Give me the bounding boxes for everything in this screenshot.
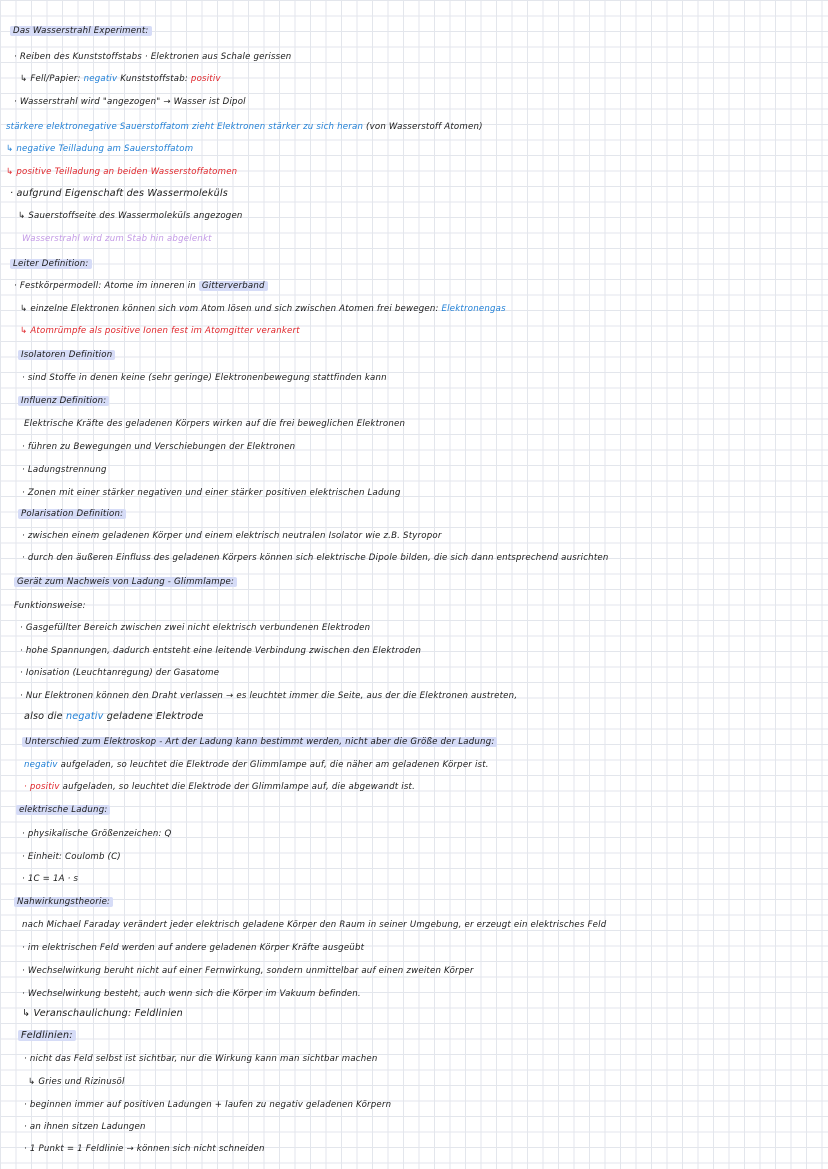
note-line: · führen zu Bewegungen und Verschiebungen der Elektronen <box>22 442 296 452</box>
heading-isolatoren: Isolatoren Definition <box>18 349 115 361</box>
note-line: · Wechselwirkung beruht nicht auf einer Fernwirkung, sondern unmittelbar auf einen zweiten Körper <box>22 966 474 976</box>
heading-feldlinien: Feldlinien: <box>18 1030 76 1042</box>
note-line: ↳ Fell/Papier: negativ Kunststoffstab: positiv <box>20 74 221 84</box>
heading-leiter: Leiter Definition: <box>10 258 92 270</box>
note-line: Elektrische Kräfte des geladenen Körpers wirken auf die frei beweglichen Elektronen <box>24 419 406 429</box>
note-line: · Gasgefüllter Bereich zwischen zwei nicht elektrisch verbundenen Elektroden <box>20 623 371 633</box>
note-line: · positiv aufgeladen, so leuchtet die Elektrode der Glimmlampe auf, die abgewandt ist. <box>24 782 416 792</box>
heading-nahwirkungstheorie: Nahwirkungstheorie: <box>14 896 113 908</box>
heading-influenz: Influenz Definition: <box>18 395 109 407</box>
note-line: also die negativ geladene Elektrode <box>24 711 204 722</box>
note-line: · 1C = 1A · s <box>22 874 79 884</box>
note-line: ↳ Sauerstoffseite des Wassermoleküls angezogen <box>18 211 243 221</box>
heading-glimmlampe: Gerät zum Nachweis von Ladung - Glimmlampe: <box>14 576 237 588</box>
note-line: Wasserstrahl wird zum Stab hin abgelenkt <box>22 234 212 244</box>
note-line: · hohe Spannungen, dadurch entsteht eine leitende Verbindung zwischen den Elektroden <box>20 646 422 656</box>
note-line: stärkere elektronegative Sauerstoffatom zieht Elektronen stärker zu sich heran (von Wasserstoff Atomen) <box>6 122 483 132</box>
note-line: · beginnen immer auf positiven Ladungen + laufen zu negativ geladenen Körpern <box>24 1100 392 1110</box>
subheading-funktionsweise: Funktionsweise: <box>14 601 86 611</box>
note-line: · im elektrischen Feld werden auf andere geladenen Körper Kräfte ausgeübt <box>22 943 365 953</box>
heading-unterschied: Unterschied zum Elektroskop - Art der Ladung kann bestimmt werden, nicht aber die Größe der Ladung: <box>22 736 497 748</box>
note-line: · Zonen mit einer stärker negativen und einer stärker positiven elektrischen Ladung <box>22 488 401 498</box>
note-line: negativ aufgeladen, so leuchtet die Elektrode der Glimmlampe auf, die näher am geladenen Körper ist. <box>24 760 489 770</box>
heading-ladung: elektrische Ladung: <box>16 804 110 816</box>
note-line: · Wasserstrahl wird "angezogen" → Wasser ist Dipol <box>14 97 246 107</box>
note-line: · 1 Punkt = 1 Feldlinie → können sich nicht schneiden <box>24 1144 265 1154</box>
heading-wasserstrahl: Das Wasserstrahl Experiment: <box>10 25 152 37</box>
note-line: ↳ positive Teilladung an beiden Wasserstoffatomen <box>6 167 238 177</box>
note-line: · Wechselwirkung besteht, auch wenn sich die Körper im Vakuum befinden. <box>22 989 361 999</box>
note-line: · sind Stoffe in denen keine (sehr geringe) Elektronenbewegung stattfinden kann <box>22 373 387 383</box>
note-line: · Einheit: Coulomb (C) <box>22 852 121 862</box>
note-line: ↳ Atomrümpfe als positive Ionen fest im Atomgitter verankert <box>20 326 300 336</box>
note-line: · Festkörpermodell: Atome im inneren in Gitterverband <box>14 280 268 292</box>
note-line: · physikalische Größenzeichen: Q <box>22 829 172 839</box>
note-line: · Reiben des Kunststoffstabs · Elektronen aus Schale gerissen <box>14 52 292 62</box>
note-line: ↳ einzelne Elektronen können sich vom Atom lösen und sich zwischen Atomen frei bewegen: Elektronengas <box>20 304 506 314</box>
note-line: · aufgrund Eigenschaft des Wassermoleküls <box>10 188 228 199</box>
note-line: nach Michael Faraday verändert jeder elektrisch geladene Körper den Raum in seiner Umgebung, er erzeugt ein elektrisches Feld <box>22 920 607 930</box>
heading-polarisation: Polarisation Definition: <box>18 508 126 520</box>
note-line: ↳ Gries und Rizinusöl <box>28 1077 125 1087</box>
note-line: · zwischen einem geladenen Körper und einem elektrisch neutralen Isolator wie z.B. Styropor <box>22 531 442 541</box>
note-line: · Ionisation (Leuchtanregung) der Gasatome <box>20 668 220 678</box>
note-line: · durch den äußeren Einfluss des geladenen Körpers können sich elektrische Dipole bilden, die sich dann entsprechend ausrichten <box>22 553 609 563</box>
note-line: · nicht das Feld selbst ist sichtbar, nur die Wirkung kann man sichtbar machen <box>24 1054 378 1064</box>
note-line: ↳ negative Teilladung am Sauerstoffatom <box>6 144 194 154</box>
note-line: · Ladungstrennung <box>22 465 107 475</box>
note-line: · an ihnen sitzen Ladungen <box>24 1122 146 1132</box>
note-line: ↳ Veranschaulichung: Feldlinien <box>22 1008 183 1019</box>
note-line: · Nur Elektronen können den Draht verlassen → es leuchtet immer die Seite, aus der die Elektronen austreten, <box>20 691 518 701</box>
